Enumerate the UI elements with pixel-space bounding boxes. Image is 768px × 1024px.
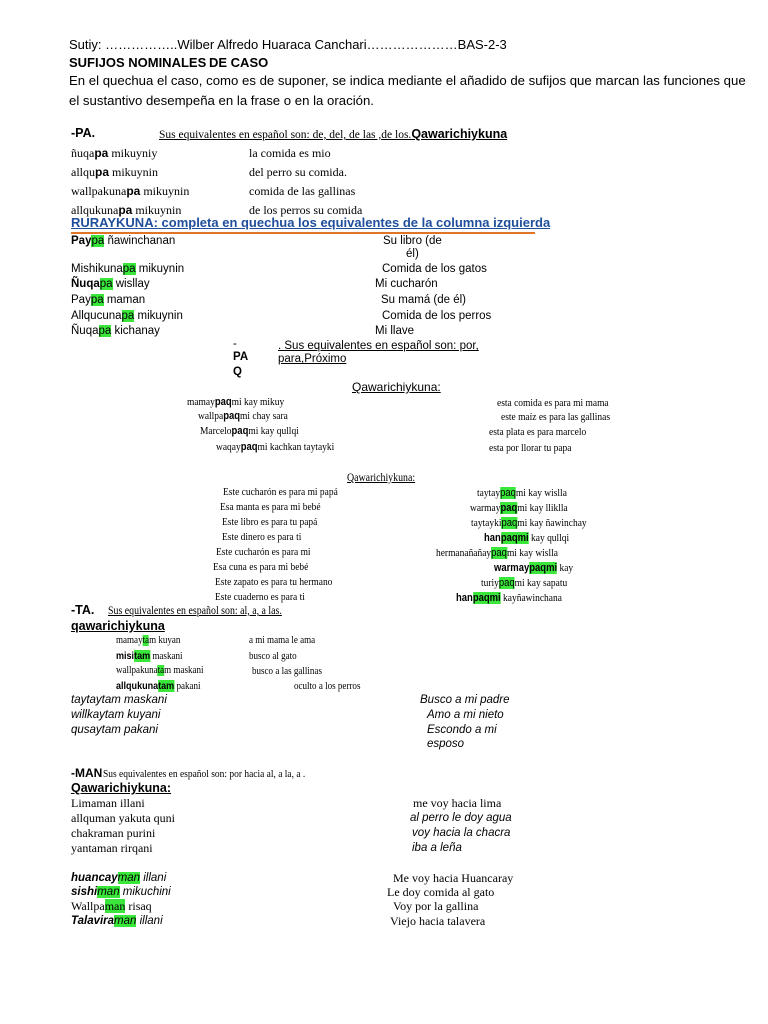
man-example-spanish: al perro le doy agua <box>410 812 512 824</box>
paq-exercise-answer: warmaypaqmi kay <box>494 562 574 574</box>
ta-example-spanish: a mi mama le ama <box>249 635 316 646</box>
pa-exercise-answer: Paypa ñawinchanan <box>71 235 176 247</box>
man-example-spanish: me voy hacia lima <box>413 796 502 810</box>
exercise-title-rurakuna: RURAYKUNA: completa en quechua los equivalentes de la columna izquierda <box>71 215 551 230</box>
ta-example-quechua: allqukunatam pakani <box>116 680 201 692</box>
ta-exercise-spanish: Busco a mi padre <box>420 694 510 706</box>
paq-example-quechua: Marcelopaqmi kay qullqi <box>200 425 299 437</box>
paq-example-spanish: esta por llorar tu papa <box>489 442 572 454</box>
ta-example-spanish: busco al gato <box>249 651 297 662</box>
intro-text-line-1: En el quechua el caso, como es de suponer, se indica mediante el añadido de sufijos que marcan las funciones que <box>69 73 746 88</box>
pa-example-spanish: comida de las gallinas <box>249 184 356 198</box>
pa-exercise-answer: Mishikunapa mikuynin <box>71 263 185 275</box>
man-example-quechua: Limaman illani <box>71 796 145 810</box>
man-exercise-quechua: huancayman illani <box>71 872 167 884</box>
pa-description: Sus equivalentes en español son: de, del, de las ,de los.Qawarichiykuna <box>159 127 508 141</box>
ta-exercise-quechua: willkaytam kuyani <box>71 709 161 721</box>
paq-exercise-spanish: Este cucharón es para mi papá <box>223 486 338 498</box>
intro-text-line-2: el sustantivo desempeña en la frase o en la oración. <box>69 93 374 108</box>
man-exercise-spanish: Le doy comida al gato <box>387 885 495 899</box>
ta-exercise-spanish: Amo a mi nieto <box>427 709 504 721</box>
pa-example-spanish: la comida es mio <box>249 146 331 160</box>
ta-example-quechua: misitam maskani <box>116 650 183 662</box>
man-example-spanish: voy hacia la chacra <box>412 827 511 839</box>
man-exercise-quechua: sishiman mikuchini <box>71 886 171 898</box>
paq-example-spanish: este maíz es para las gallinas <box>501 411 611 423</box>
man-exercise-quechua: Talaviraman illani <box>71 915 163 927</box>
pa-example-quechua: allqupa mikuynin <box>71 165 159 179</box>
ta-example-spanish: busco a las gallinas <box>252 666 322 677</box>
man-exercise-quechua: Wallpaman risaq <box>71 899 152 913</box>
pa-exercise-answer: Allqucunapa mikuynin <box>71 310 183 322</box>
paq-exercise-spanish: Este dinero es para ti <box>222 531 302 543</box>
paq-exercise-spanish: Esa cuna es para mi bebé <box>213 561 309 573</box>
man-exercise-spanish: Viejo hacia talavera <box>390 914 486 928</box>
paq-exercise-spanish: Este cucharón es para mi <box>216 546 311 558</box>
paq-exercise-answer: taytaypaqmi kay wislla <box>477 487 567 499</box>
pa-exercise-answer: Ñuqapa kichanay <box>71 325 160 337</box>
pa-example-quechua: ñuqapa mikuyniy <box>71 146 158 160</box>
ta-exercise-spanish-cont: esposo <box>427 738 465 750</box>
paq-heading-2: Qawarichiykuna: <box>347 472 416 484</box>
paq-exercise-spanish: Esa manta es para mi bebé <box>220 501 321 513</box>
paq-exercise-spanish: Este zapato es para tu hermano <box>215 576 333 588</box>
suffix-tag-man: -MAN <box>71 766 103 780</box>
pa-exercise-prompt: Su libro (de <box>383 235 442 247</box>
pa-exercise-prompt: Comida de los gatos <box>382 263 487 275</box>
paq-example-spanish: esta comida es para mi mama <box>497 397 609 409</box>
man-description: Sus equivalentes en español son: por hacia al, a la, a . <box>103 768 306 780</box>
pa-example-spanish: del perro su comida. <box>249 165 347 179</box>
ta-heading: qawarichiykuna <box>71 619 165 633</box>
suffix-tag-pa: -PA. <box>71 126 96 140</box>
pa-example-quechua: allqukunapa mikuynin <box>71 203 182 217</box>
pa-exercise-prompt: Mi llave <box>375 325 414 337</box>
pa-example-heading: Qawarichiykuna <box>411 127 508 141</box>
paq-example-quechua: wallpapaqmi chay sara <box>198 410 288 422</box>
section-title-de-caso: DE CASO <box>209 55 269 70</box>
paq-exercise-answer: hermanañañaypaqmi kay wislla <box>436 547 558 559</box>
pa-example-quechua: wallpakunapa mikuynin <box>71 184 190 198</box>
suffix-tag-paq-dash: - <box>233 338 237 350</box>
paq-example-spanish: esta plata es para marcelo <box>489 426 587 438</box>
paq-description-1: . Sus equivalentes en español son: por, <box>278 340 479 352</box>
paq-exercise-answer: hanpaqmi kay qullqi <box>484 532 570 544</box>
pa-exercise-answer: Ñuqapa wisllay <box>71 278 150 290</box>
suffix-tag-paq-1: PA <box>233 351 249 363</box>
ta-description: Sus equivalentes en español son: al, a, a las. <box>108 605 282 617</box>
ta-example-quechua: mamaytam kuyan <box>116 635 181 646</box>
paq-exercise-answer: hanpaqmi kayñawinchana <box>456 592 562 604</box>
pa-exercise-answer: Paypa maman <box>71 294 146 306</box>
paq-heading: Qawarichiykuna: <box>352 380 441 394</box>
man-exercise-spanish: Voy por la gallina <box>393 899 479 913</box>
ta-exercise-quechua: taytaytam maskani <box>71 694 167 706</box>
man-example-quechua: allquman yakuta quni <box>71 811 175 825</box>
paq-exercise-answer: turiypaqmi kay sapatu <box>481 577 568 589</box>
pa-exercise-prompt-cont: él) <box>406 248 419 260</box>
man-example-quechua: yantaman rirqani <box>71 841 153 855</box>
section-title-sufijos: SUFIJOS NOMINALES <box>69 55 207 70</box>
suffix-tag-paq-2: Q <box>233 366 242 378</box>
man-example-spanish: iba a leña <box>412 842 462 854</box>
ta-exercise-quechua: qusaytam pakani <box>71 724 158 736</box>
man-exercise-spanish: Me voy hacia Huancaray <box>393 871 514 885</box>
student-header-line: Sutiy: ……………..Wilber Alfredo Huaraca Canchari…………………BAS-2-3 <box>69 37 507 52</box>
pa-exercise-prompt: Comida de los perros <box>382 310 492 322</box>
pa-example-spanish: de los perros su comida <box>249 203 363 217</box>
pa-exercise-prompt: Mi cucharón <box>375 278 438 290</box>
paq-exercise-spanish: Este libro es para tu papá <box>222 516 318 528</box>
exercise-title-rule <box>71 232 535 234</box>
suffix-tag-ta: -TA. <box>71 603 95 617</box>
paq-description-2: para,Próximo <box>278 353 347 365</box>
ta-example-quechua: wallpakunatam maskani <box>116 665 204 676</box>
ta-example-spanish: oculto a los perros <box>294 681 361 692</box>
paq-example-quechua: mamaypaqmi kay mikuy <box>187 396 285 408</box>
ta-exercise-spanish: Escondo a mi <box>427 724 497 736</box>
paq-example-quechua: waqaypaqmi kachkan taytayki <box>216 441 335 453</box>
paq-exercise-spanish: Este cuaderno es para ti <box>215 591 305 603</box>
man-example-quechua: chakraman purini <box>71 826 156 840</box>
pa-exercise-prompt: Su mamá (de él) <box>381 294 467 306</box>
paq-exercise-answer: taytaykipaqmi kay ñawinchay <box>471 517 587 529</box>
paq-exercise-answer: warmaypaqmi kay lliklla <box>470 502 568 514</box>
man-heading: Qawarichiykuna: <box>71 781 172 795</box>
